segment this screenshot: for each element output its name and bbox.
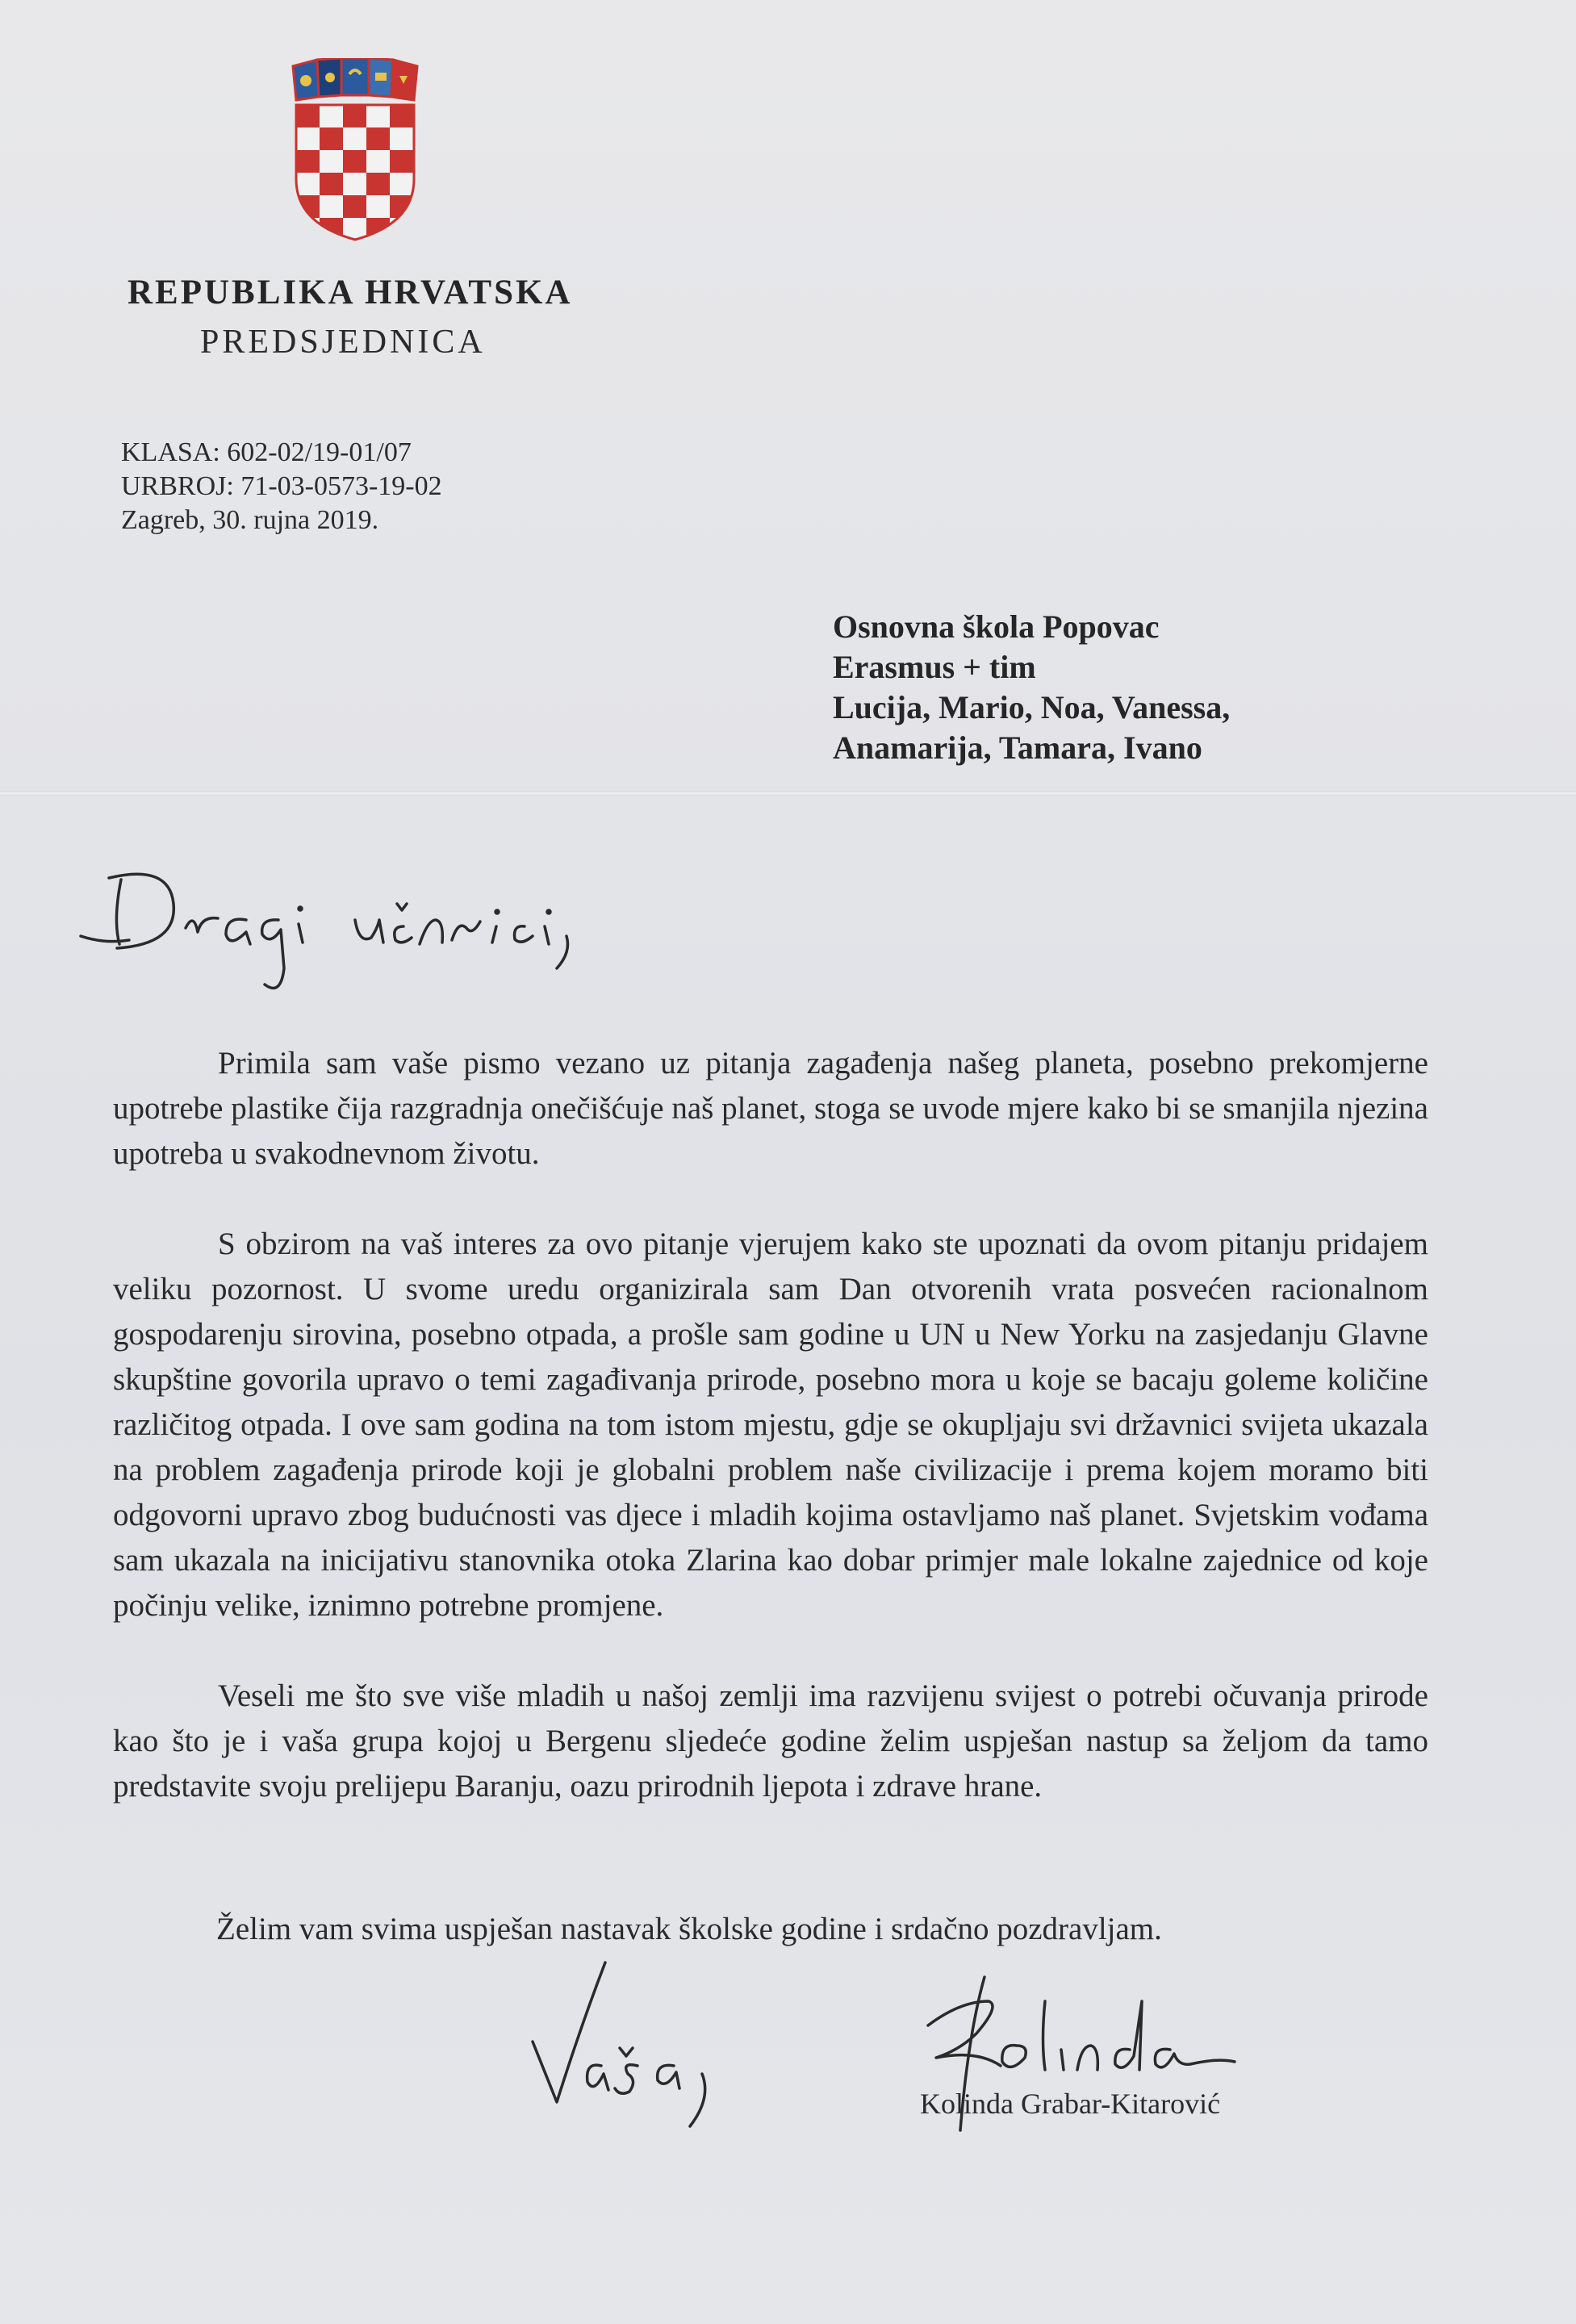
place-and-date: Zagreb, 30. rujna 2019. [121, 505, 379, 535]
recipient-line: Osnovna škola Popovac [833, 608, 1160, 645]
body-paragraph: Veseli me što sve više mladih u našoj zemlji ima razvijenu svijest o potrebi očuvanja prirode kao što je i vaša grupa kojoj u Bergenu sljedeće godine želim uspješan nastup sa željom da tamo predstavite svoju prelijepu Baranju, oazu prirodnih ljepota i zdrave hrane. [113, 1678, 1428, 1804]
handwritten-greeting-signature [525, 1953, 734, 2138]
handwritten-salutation [73, 855, 638, 1017]
klasa-number: KLASA: 602-02/19-01/07 [121, 437, 412, 467]
recipient-line: Anamarija, Tamara, Ivano [833, 729, 1202, 766]
closing-line: Želim vam svima uspješan nastavak školske godine i srdačno pozdravljam. [216, 1912, 1162, 1946]
recipient-line: Erasmus + tim [833, 649, 1036, 685]
recipient-line: Lucija, Mario, Noa, Vanessa, [833, 689, 1231, 725]
urbroj-number: URBROJ: 71-03-0573-19-02 [121, 471, 442, 501]
signer-printed-name: Kolinda Grabar-Kitarović [920, 2088, 1221, 2120]
recipient-address [833, 607, 1230, 768]
letter-body [113, 1041, 1428, 1854]
coat-of-arms-icon [286, 58, 424, 244]
header-office: PREDSJEDNICA [200, 324, 486, 361]
body-paragraph: S obzirom na vaš interes za ovo pitanje vjerujem kako ste upoznati da ovom pitanju pridajem veliku pozornost. U svome uredu organizirala sam Dan otvorenih vrata posvećen racionalnom gospodarenju sirovina, posebno otpada, a prošle sam godine u UN u New Yorku na zasjedanju Glavne skupštine govorila upravo o temi zagađivanja prirode, posebno mora u koje se bacaju goleme količine različitog otpada. I ove sam godina na tom istom mjestu, gdje se okupljaju svi državnici svijeta ukazala na problem zagađenja prirode koji je globalni problem naše civilizacije i prema kojem moramo biti odgovorni upravo zbog budućnosti vas djece i mladih kojima ostavljamo naš planet. Svjetskim vođama sam ukazala na inicijativu stanovnika otoka Zlarina kao dobar primjer male lokalne zajednice od koje počinju velike, iznimno potrebne promjene. [113, 1227, 1428, 1623]
header-country: REPUBLIKA HRVATSKA [128, 274, 573, 311]
document-reference-block [121, 436, 442, 537]
body-paragraph: Primila sam vaše pismo vezano uz pitanja zagađenja našeg planeta, posebno prekomjerne upotrebe plastike čija razgradnja onečišćuje naš planet, stoga se uvode mjere kako bi se smanjila njezina upotreba u svakodnevnom životu. [113, 1046, 1428, 1171]
paper-fold-line [0, 791, 1576, 796]
